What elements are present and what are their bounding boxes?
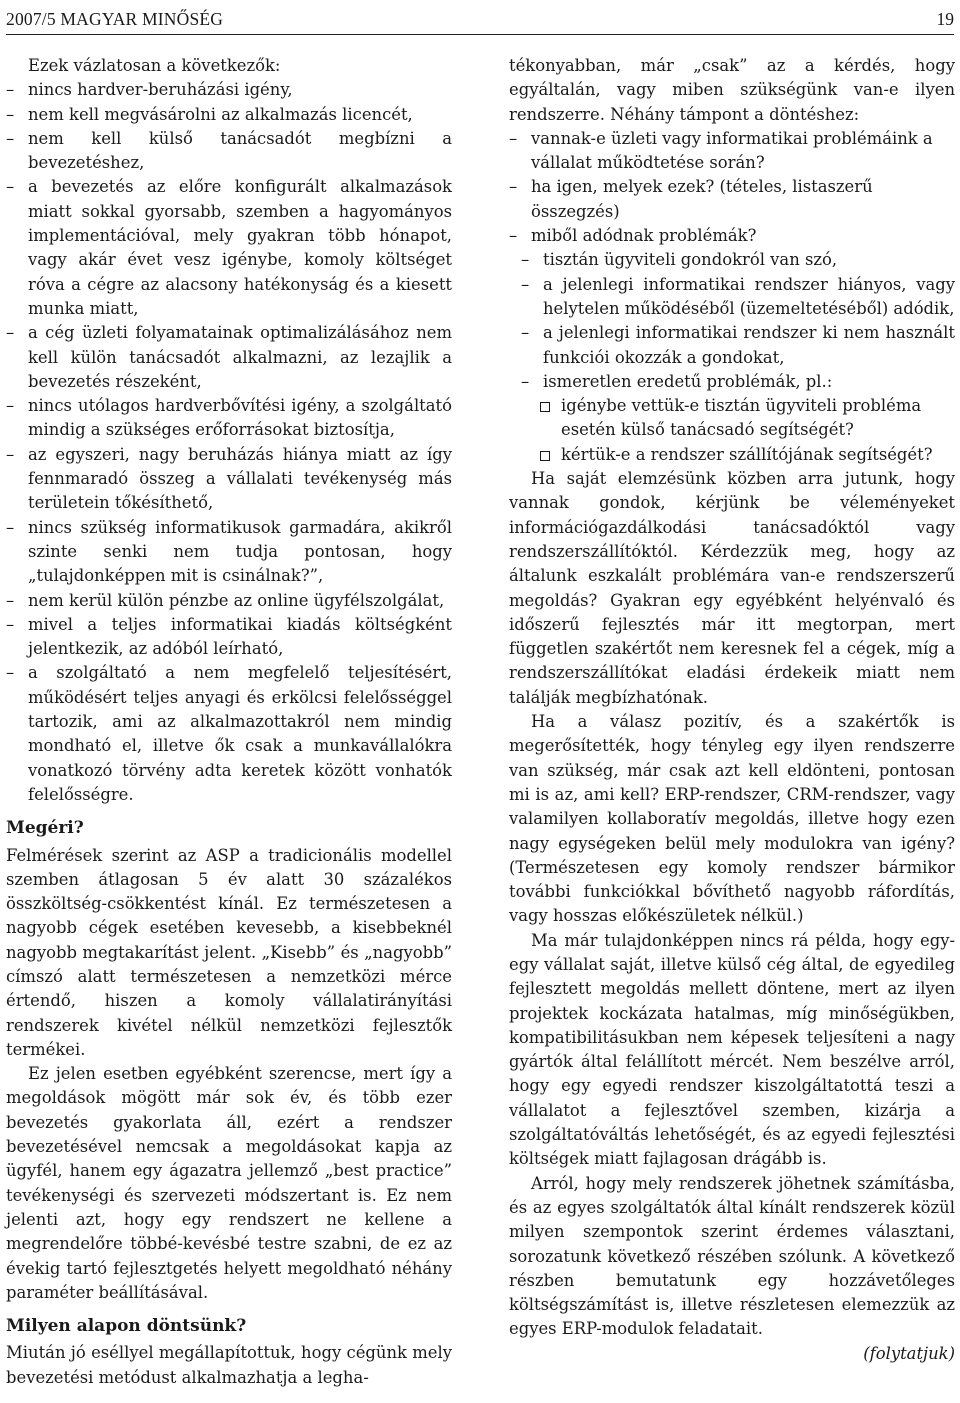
section-heading-dontes: Milyen alapon döntsünk? [6,1316,247,1337]
section-heading-megeri: Megéri? [6,818,84,839]
right-column [509,54,955,1366]
list-item: – nincs utólagos hardverbővítési igény, a szolgáltató mindig a szükséges erőforrásokat biztosítja, [6,394,452,443]
decision-questions [509,127,955,248]
paragraph: Felmérések szerint az ASP a tradicionális modellel szemben átlagosan 5 év alatt 30 százalékos összköltség-csökkentést kínál. Ez természetesen a nagyobb cégek esetében kevesebb, a kisebbeknél nagyobb megtakarítást jelent. „Kisebb” és „nagyobb” címszó alatt természetesen a nemzetközi mérce értendő, hiszen a komoly vállalatirányítási rendszerek kivétel nélkül nemzetközi fejlesztők termékei. [6,845,452,1059]
list-item: – mivel a teljes informatikai kiadás költségként jelentkezik, az adóból leírható, [6,613,452,662]
paragraph: Arról, hogy mely rendszerek jöhetnek számításba, és az egyes szolgáltatók által kínált rendszerek közül milyen szempontok szerint érdemes választani, sorozatunk következő részében szólunk. A következő részben bemutatunk egy hozzávetőleges költségszámítást is, illetve részletesen elemezzük az egyes ERP-modulok feladatait. [509,1173,955,1339]
paragraph: Ez jelen esetben egyébként szerencse, mert így a megoldások mögött már sok év, és több ezer bevezetés gyakorlata áll, ezért a rendszer bevezetésével nemcsak a megoldásokat kapja az ügyfél, hanem egy ágazatra jellemző „best practice” tevékenységi és szervezeti módszertant is. Ez nem jelenti azt, hogy egy rendszert ne kellene a megrendelőre többé-kevésbé testre szabni, de ez az évekig tartó fejlesztgetés helyett megoldható néhány paraméter beállításával. [6,1064,452,1302]
list-item: – nem kerül külön pénzbe az online ügyfélszolgálat, [6,589,452,613]
continued-note: (folytatjuk) [863,1343,955,1363]
sub-item: – a jelenlegi informatikai rendszer ki nem használt funkciói okozzák a gondokat, [509,321,955,370]
page-number: 19 [936,9,954,29]
running-header [6,4,954,35]
question-item: – ha igen, melyek ezek? (tételes, listaszerű összegzés) [509,175,955,224]
journal-issue-title: 2007/5 MAGYAR MINŐSÉG [6,9,224,29]
list-item: – a bevezetés az előre konfigurált alkalmazások miatt sokkal gyorsabb, szemben a hagyományos implementációval, mely gyakran több hónapot, vagy akár évet vesz igénybe, komoly költséget róva a cégre az alacsony hatékonyság és a kiesett munka miatt, [6,175,452,321]
paragraph: tékonyabban, már „csak” az a kérdés, hogy egyáltalán, vagy miben szükségünk van-e ilyen rendszerre. Néhány támpont a döntéshez: [509,56,955,124]
sub-item: – a jelenlegi informatikai rendszer hiányos, vagy helytelen működéséből (üzemeltetéséből) adódik, [509,273,955,322]
list-item: – nincs szükség informatikusok garmadára, akikről szinte senki nem tudja pontosan, hogy „tulajdonképpen mit is csinálnak?”, [6,516,452,589]
question-item: – vannak-e üzleti vagy informatikai problémáink a vállalat működtetése során? [509,127,955,176]
paragraph: Ma már tulajdonképpen nincs rá példa, hogy egy-egy vállalat saját, illetve külső cég által, de egyedileg fejlesztett megoldás mellett döntene, mert az ilyen projektek kockázata hatalmas, míg minőségükben, kompatibilitásukban nem képesek teljesíteni a nagy gyártók által felállított mércét. Nem beszélve arról, hogy egy egyedi rendszer kiszolgáltatottá teszi a vállalatot a fejlesztővel szemben, kizárja a szolgáltatóváltás lehetőségét, és az egyedi fejlesztési költségek miatt fajlagosan drágább is. [509,930,955,1169]
paragraph: Miután jó eséllyel megállapítottuk, hogy cégünk mely bevezetési metódust alkalmazhatja a legha- [6,1343,452,1387]
list-item: – a cég üzleti folyamatainak optimalizálásához nem kell külön tanácsadót alkalmazni, az lezajlik a bevezetés részeként, [6,321,452,394]
sub-item: – ismeretlen eredetű problémák, pl.: [509,370,955,394]
sub-item: – tisztán ügyviteli gondokról van szó, [509,248,955,272]
checkbox-list [509,394,955,467]
checkbox-item: igénybe vettük-e tisztán ügyviteli probléma esetén külső tanácsadó segítségét? [509,394,955,443]
checkbox-item: kértük-e a rendszer szállítójának segítségét? [509,443,955,467]
paragraph: Ha saját elemzésünk közben arra jutunk, hogy vannak gondok, kérjünk be véleményeket információgazdálkodási tanácsadóktól vagy rendszerszállítóktól. Kérdezzük meg, hogy az általunk eszkalált problémára van-e rendszerszerű megoldás? Gyakran egy egyébként helyénvaló és időszerű fejlesztés már itt megtorpan, mert független szakértőt nem keresnek fel a cégek, míg a rendszerszállítókat eladási érdekeik miatt nem találják megbízhatónak. [509,469,955,707]
list-item: – az egyszeri, nagy beruházás hiánya miatt az így fennmaradó összeg a vállalati tevékenység más területein tőkésíthető, [6,443,452,516]
question-item: – miből adódnak problémák? [509,224,955,248]
left-column [6,54,452,1390]
list-intro: Ezek vázlatosan a következők: [28,56,281,75]
list-item: – a szolgáltató a nem megfelelő teljesítésért, működésért teljes anyagi és erkölcsi felelősséggel tartozik, ami az alkalmazottakról nem mindig mondható el, illetve ők csak a munkavállalókra vonatkozó törvény adta keretek között vonhatók felelősségre. [6,661,452,807]
paragraph: Ha a válasz pozitív, és a szakértők is megerősítették, hogy tényleg egy ilyen rendszerre van szükség, már csak azt kell eldönteni, pontosan mi is az, ami kell? ERP-rendszer, CRM-rendszer, vagy valamilyen kollaboratív megoldás, illetve hogy ezen nagy egységeken belül mely modulokra van igény? (Természetesen egy komoly rendszer bármikor további funkciókkal bővíthető nagyobb ráfordítás, vagy hosszas előkészületek nélkül.) [509,712,955,926]
list-item: – nem kell megvásárolni az alkalmazás licencét, [6,103,452,127]
problem-sources [509,248,955,394]
list-item: – nem kell külső tanácsadót megbízni a bevezetéshez, [6,127,452,176]
advantages-list [6,78,452,807]
list-item: – nincs hardver-beruházási igény, [6,78,452,102]
